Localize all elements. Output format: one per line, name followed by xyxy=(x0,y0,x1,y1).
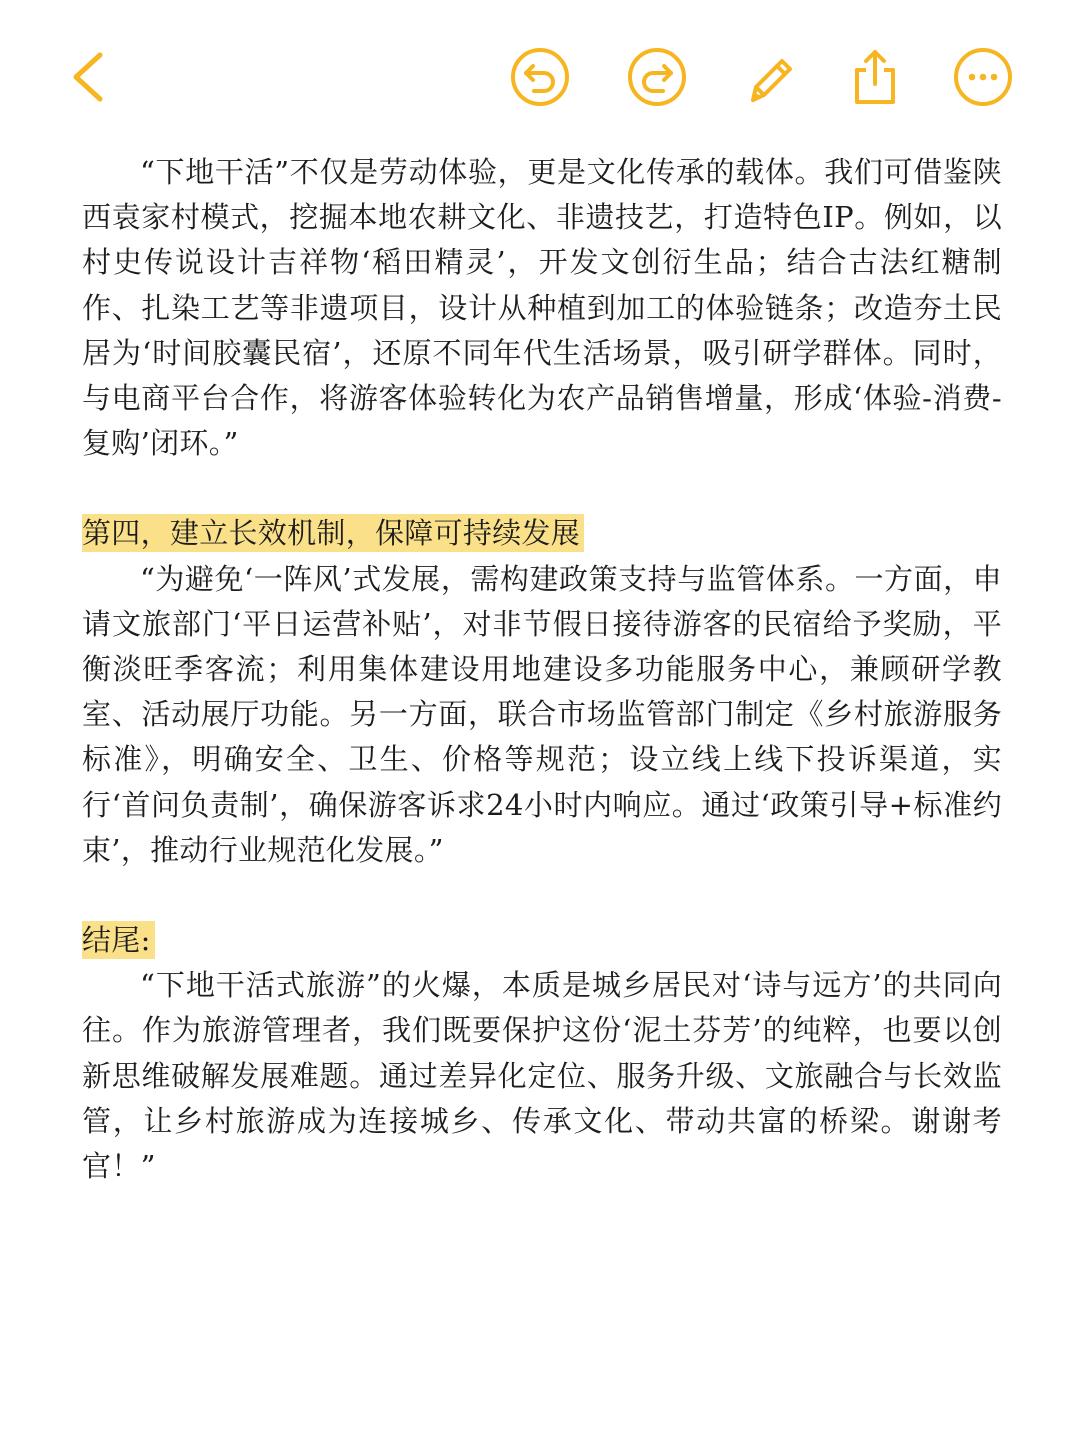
undo-button[interactable] xyxy=(509,46,571,108)
redo-button[interactable] xyxy=(626,46,688,108)
edit-button[interactable] xyxy=(739,46,801,108)
back-chevron-icon xyxy=(56,46,118,108)
section-heading-ending xyxy=(82,918,1002,963)
spacer xyxy=(82,466,1002,511)
paragraph-mechanism: “为避免‘一阵风’式发展，需构建政策支持与监管体系。一方面，申请文旅部门‘平日运营补贴’，对非节假日接待游客的民宿给予奖励，平衡淡旺季客流；利用集体建设用地建设多功能服务中心，兼顾研学教室、活动展厅功能。另一方面，联合市场监管部门制定《乡村旅游服务标准》，明确安全、卫生、价格等规范；设立线上线下投诉渠道，实行‘首问负责制’，确保游客诉求24小时内响应。通过‘政策引导+标准约束’，推动行业规范化发展。” xyxy=(82,561,1002,867)
more-button[interactable] xyxy=(952,46,1014,108)
paragraph-culture: “下地干活”不仅是劳动体验，更是文化传承的载体。我们可借鉴陕西袁家村模式，挖掘本地农耕文化、非遗技艺，打造特色IP。例如，以村史传说设计吉祥物‘稻田精灵’，开发文创衍生品；结合古法红糖制作、扎染工艺等非遗项目，设计从种植到加工的体验链条；改造夯土民居为‘时间胶囊民宿’，还原不同年代生活场景，吸引研学群体。同时，与电商平台合作，将游客体验转化为农产品销售增量，形成‘体验-消费-复购’闭环。” xyxy=(82,155,1002,461)
undo-icon xyxy=(509,46,571,108)
redo-icon xyxy=(626,46,688,108)
back-button[interactable] xyxy=(56,46,118,108)
more-icon xyxy=(952,46,1014,108)
share-button[interactable] xyxy=(844,46,906,108)
paragraph-conclusion: “下地干活式旅游”的火爆，本质是城乡居民对‘诗与远方’的共同向往。作为旅游管理者，我们既要保护这份‘泥土芬芳’的纯粹，也要以创新思维破解发展难题。通过差异化定位、服务升级、文旅融合与长效监管，让乡村旅游成为连接城乡、传承文化、带动共富的桥梁。谢谢考官！” xyxy=(82,968,1002,1184)
highlighted-heading: 结尾: xyxy=(82,921,155,959)
pencil-icon xyxy=(739,46,801,108)
spacer xyxy=(82,873,1002,918)
section-heading-4 xyxy=(82,511,1002,556)
note-body[interactable] xyxy=(82,150,1002,1189)
toolbar xyxy=(0,0,1080,150)
highlighted-heading: 第四，建立长效机制，保障可持续发展 xyxy=(82,514,584,552)
share-icon xyxy=(844,46,906,108)
